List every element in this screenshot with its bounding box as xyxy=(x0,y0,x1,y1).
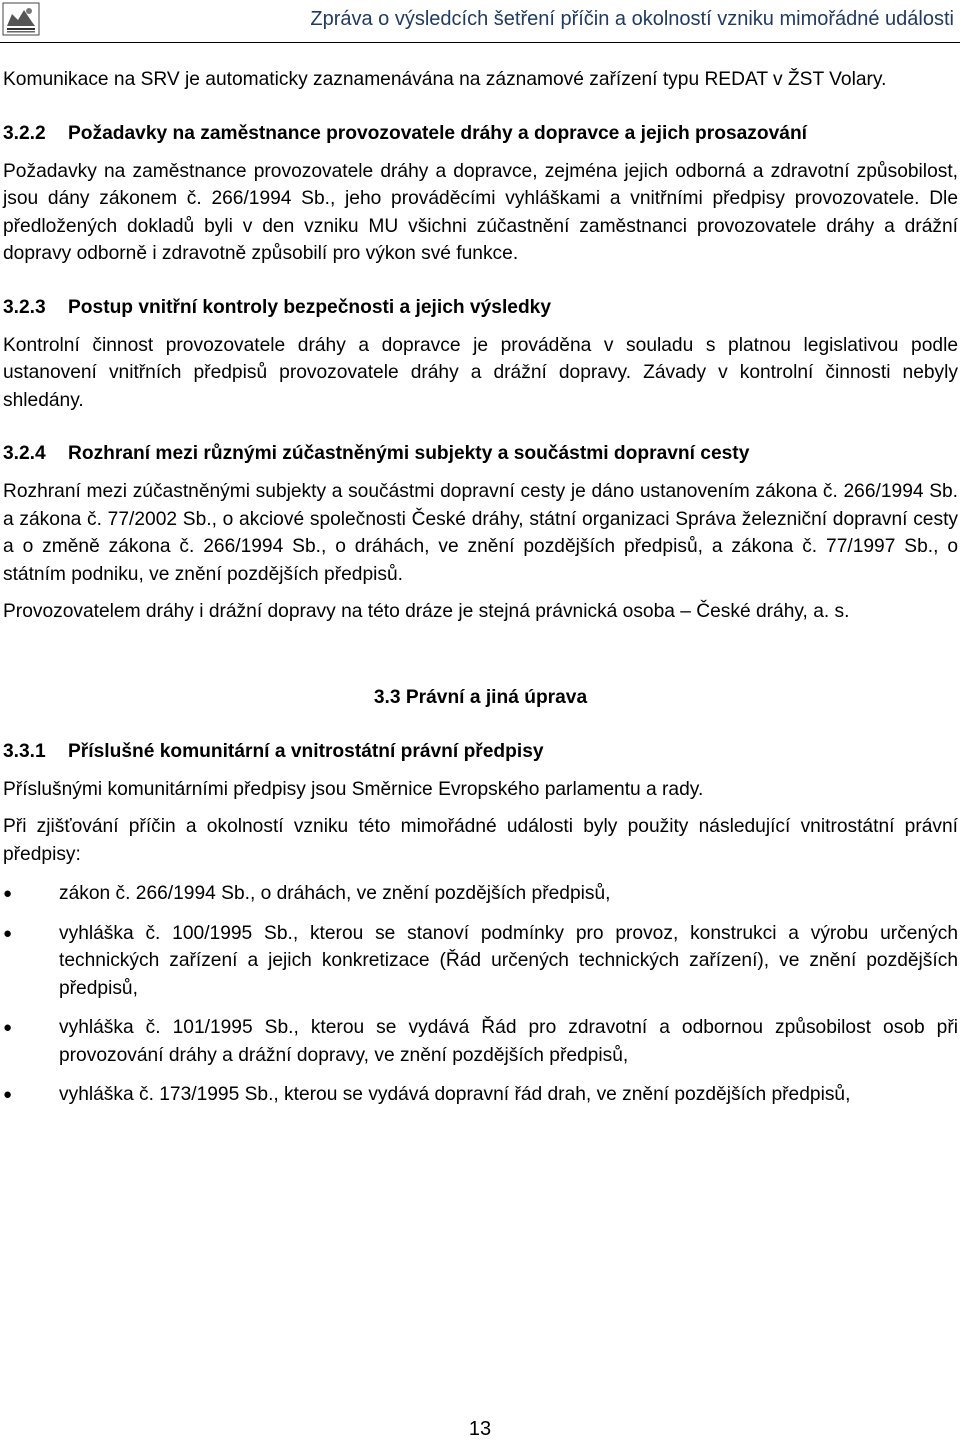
section-3-3-1-paragraph-1: Příslušnými komunitárními předpisy jsou Směrnice Evropského parlamentu a rady. xyxy=(3,778,704,800)
section-title: Rozhraní mezi různými zúčastněnými subjekty a součástmi dopravní cesty xyxy=(68,443,750,464)
section-3-2-4-heading xyxy=(3,440,958,468)
list-item xyxy=(3,920,958,1003)
section-3-3-1-heading xyxy=(3,738,958,766)
list-item-text: vyhláška č. 100/1995 Sb., kterou se stanoví podmínky pro provoz, konstrukci a výrobu určených technických zařízení a jejich konkretizace (Řád určených technických zařízení), ve znění pozdějších předpisů, xyxy=(59,922,958,999)
page-header xyxy=(0,0,960,50)
list-item-text: zákon č. 266/1994 Sb., o dráhách, ve znění pozdějších předpisů, xyxy=(59,883,611,904)
section-3-2-2-heading xyxy=(3,120,958,148)
section-3-3-1-paragraph-2: Při zjišťování příčin a okolností vzniku této mimořádné události byly použity následující vnitrostátní právní předpisy: xyxy=(3,816,958,865)
list-item xyxy=(3,880,958,908)
drazni-inspekce-logo-icon xyxy=(2,2,40,36)
section-3-3-heading: 3.3 Právní a jiná úprava xyxy=(373,686,588,708)
bullet-icon: ● xyxy=(3,1086,13,1103)
section-number: 3.3.1 xyxy=(3,740,46,762)
list-item-text: vyhláška č. 101/1995 Sb., kterou se vydává Řád pro zdravotní a odbornou způsobilost osob při provozování dráhy a drážní dopravy, ve znění pozdějších předpisů, xyxy=(59,1017,958,1066)
section-number: 3.2.3 xyxy=(3,296,46,318)
page-number: 13 xyxy=(468,1418,492,1440)
section-3-2-4-paragraph-2: Provozovatelem dráhy i drážní dopravy na této dráze je stejná právnická osoba – České dráhy, a. s. xyxy=(3,601,850,622)
section-3-2-3-paragraph: Kontrolní činnost provozovatele dráhy a dopravce je prováděna v souladu s platnou legislativou podle ustanovení vnitřních předpisů provozovatele dráhy a drážní dopravy. Závady v kontrolní činnosti nebyly shledány. xyxy=(3,334,958,411)
header-divider xyxy=(0,42,960,43)
intro-paragraph: Komunikace na SRV je automaticky zaznamenávána na záznamové zařízení typu REDAT v ŽST Volary. xyxy=(3,69,887,90)
document-body xyxy=(3,66,958,1121)
header-title: Zpráva o výsledcích šetření příčin a okolností vzniku mimořádné události xyxy=(310,8,954,30)
section-3-2-2-paragraph: Požadavky na zaměstnance provozovatele dráhy a dopravce, zejména jejich odborná a zdravotní způsobilost, jsou dány zákonem č. 266/1994 Sb., jeho prováděcími vyhláškami a vnitřními předpisy provozovatele. Dle předložených dokladů byli v den vzniku MU všichni zúčastnění zaměstnanci provozovatele dráhy a drážní dopravy odborně i zdravotně způsobilí pro výkon své funkce. xyxy=(3,160,958,264)
section-title: Požadavky na zaměstnance provozovatele dráhy a dopravce a jejich prosazování xyxy=(68,122,808,144)
list-item xyxy=(3,1081,958,1109)
section-number: 3.2.2 xyxy=(3,122,46,144)
legal-regulations-list xyxy=(3,880,958,1109)
section-title: Příslušné komunitární a vnitrostátní právní předpisy xyxy=(68,740,544,762)
section-title: Postup vnitřní kontroly bezpečnosti a jejich výsledky xyxy=(68,296,552,318)
bullet-icon: ● xyxy=(3,885,13,902)
list-item xyxy=(3,1014,958,1069)
section-3-2-4-paragraph-1: Rozhraní mezi zúčastněnými subjekty a součástmi dopravní cesty je dáno ustanovením zákona č. 266/1994 Sb. a zákona č. 77/2002 Sb., o akciové společnosti České dráhy, státní organizaci Správa železniční dopravní cesty a o změně zákona č. 266/1994 Sb., o dráhách, ve znění pozdějších předpisů, a zákona č. 77/1997 Sb., o státním podniku, ve znění pozdějších předpisů. xyxy=(3,481,958,585)
bullet-icon: ● xyxy=(3,924,13,942)
bullet-icon: ● xyxy=(3,1019,13,1036)
section-3-2-3-heading xyxy=(3,294,958,322)
list-item-text: vyhláška č. 173/1995 Sb., kterou se vydává dopravní řád drah, ve znění pozdějších předpisů, xyxy=(59,1084,851,1105)
section-number: 3.2.4 xyxy=(3,443,46,464)
